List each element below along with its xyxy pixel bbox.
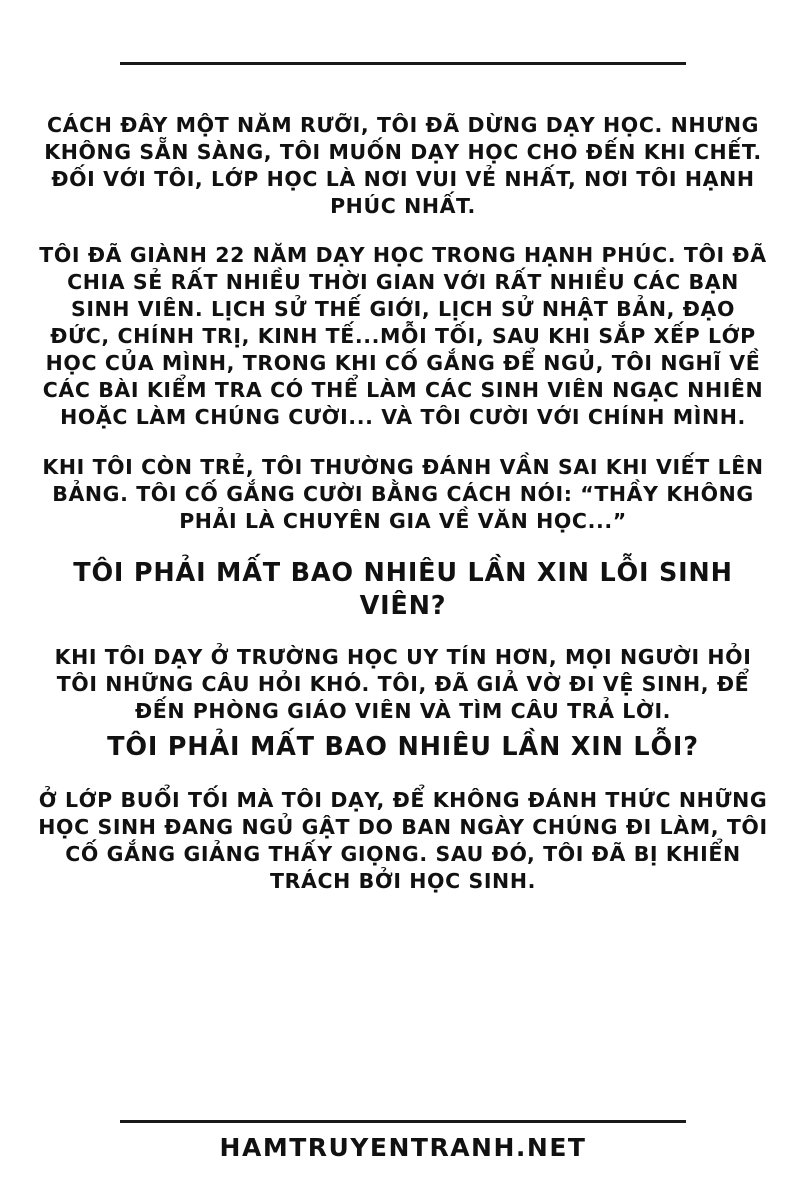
paragraph-5: Ở LỚP BUỔI TỐI MÀ TÔI DẠY, ĐỂ KHÔNG ĐÁNH THỨC NHỮNG HỌC SINH ĐANG NGỦ GẬT DO BAN NGÀY CHÚNG ĐI LÀM, TÔI CỐ GẮNG GIẢNG THẤY GIỌNG. SAU ĐÓ, TÔI ĐÃ BỊ KHIỂN TRÁCH BỞI HỌC SINH. [38, 787, 768, 893]
paragraph-4: KHI TÔI DẠY Ở TRƯỜNG HỌC UY TÍN HƠN, MỌI NGƯỜI HỎI TÔI NHỮNG CÂU HỎI KHÓ. TÔI, ĐÃ GIẢ VỜ ĐI VỆ SINH, ĐỂ ĐẾN PHÒNG GIÁO VIÊN VÀ TÌM CÂU TRẢ LỜI. [54, 644, 752, 724]
paragraph-2: TÔI ĐÃ GIÀNH 22 NĂM DẠY HỌC TRONG HẠNH PHÚC. TÔI ĐÃ CHIA SẺ RẤT NHIỀU THỜI GIAN VỚI RẤT NHIỀU CÁC BẠN SINH VIÊN. LỊCH SỬ THẾ GIỚI, LỊCH SỬ NHẬT BẢN, ĐẠO ĐỨC, CHÍNH TRỊ, KINH TẾ...MỖI TỐI, SAU KHI SẮP XẾP LỚP HỌC CỦA MÌNH, TRONG KHI CỐ GẮNG ĐỂ NGỦ, TÔI NGHĨ VỀ CÁC BÀI KIỂM TRA CÓ THỂ LÀM CÁC SINH VIÊN NGẠC NHIÊN HOẶC LÀM CHÚNG CƯỜI... VÀ TÔI CƯỜI VỚI CHÍNH MÌNH. [39, 243, 767, 430]
top-divider [120, 62, 686, 65]
paragraph-1: CÁCH ĐÂY MỘT NĂM RƯỠI, TÔI ĐÃ DỪNG DẠY HỌC. NHƯNG KHÔNG SẴN SÀNG, TÔI MUỐN DẠY HỌC CHO ĐẾN KHI CHẾT. ĐỐI VỚI TÔI, LỚP HỌC LÀ NƠI VUI VẺ NHẤT, NƠI TÔI HẠNH PHÚC NHẤT. [44, 113, 762, 219]
heading-1: TÔI PHẢI MẤT BAO NHIÊU LẦN XIN LỖI SINH VIÊN? [73, 557, 733, 622]
heading-2: TÔI PHẢI MẤT BAO NHIÊU LẦN XIN LỖI? [107, 732, 699, 763]
bottom-divider [120, 1120, 686, 1123]
page-text-content [38, 112, 768, 917]
paragraph-3: KHI TÔI CÒN TRẺ, TÔI THƯỜNG ĐÁNH VẦN SAI KHI VIẾT LÊN BẢNG. TÔI CỐ GẮNG CƯỜI BẰNG CÁCH NÓI: “THẦY KHÔNG PHẢI LÀ CHUYÊN GIA VỀ VĂN HỌC...” [42, 454, 764, 533]
footer [0, 1133, 806, 1162]
site-watermark: HAMTRUYENTRANH.NET [219, 1133, 587, 1162]
